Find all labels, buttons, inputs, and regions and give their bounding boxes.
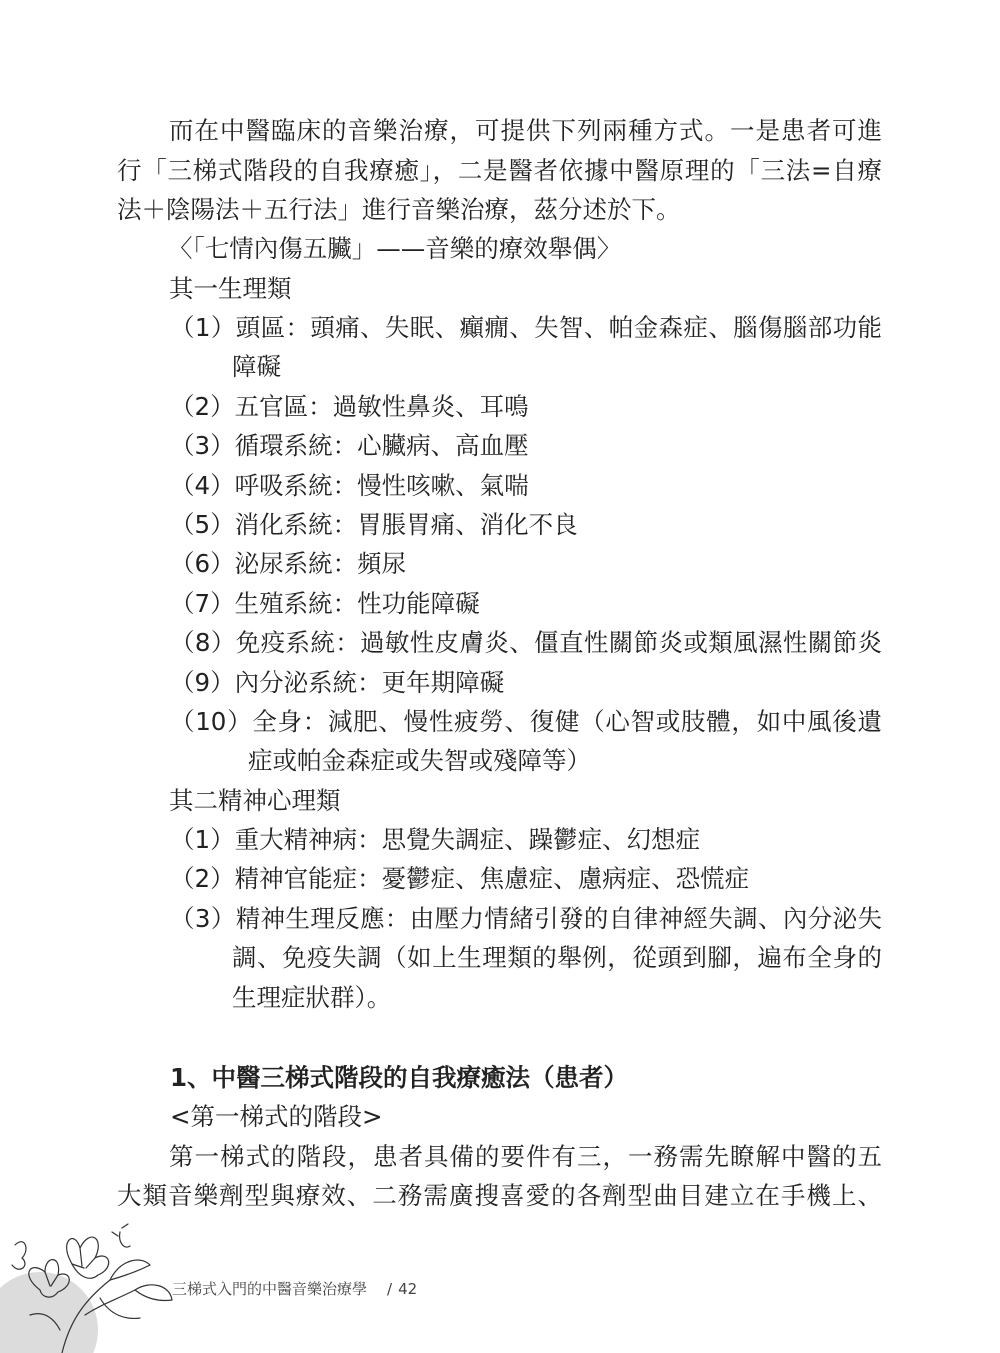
category-1-title: 其一生理類 [169, 274, 292, 303]
paragraph-1-line-2: 行「三梯式階段的自我療癒」，二是醫者依據中醫原理的「三法=自療 [117, 156, 882, 185]
category-1-item: （2）五官區：過敏性鼻炎、耳鳴 [170, 392, 529, 421]
category-2-item: 調、免疫失調（如上生理類的舉例，從頭到腳，遍布全身的 [232, 943, 882, 972]
section-heading: 1、中醫三梯式階段的自我療癒法（患者） [170, 1063, 629, 1092]
paragraph-2-line-1: 第一梯式的階段，患者具備的要件有三，一務需先瞭解中醫的五 [169, 1142, 882, 1171]
flower-sketch-icon [0, 1220, 180, 1353]
category-1-item: （3）循環系統：心臟病、高血壓 [170, 431, 529, 460]
category-2-item: （3）精神生理反應：由壓力情緒引發的自律神經失調、內分泌失 [170, 904, 882, 933]
paragraph-1-line-1: 而在中醫臨床的音樂治療，可提供下列兩種方式。一是患者可進 [169, 116, 882, 145]
category-1-item: （4）呼吸系統：慢性咳嗽、氣喘 [170, 471, 529, 500]
category-2-item: 生理症狀群）。 [232, 983, 392, 1012]
paragraph-1-line-3: 法＋陰陽法＋五行法」進行音樂治療，茲分述於下。 [117, 195, 681, 224]
category-2-item: （1）重大精神病：思覺失調症、躁鬱症、幻想症 [170, 825, 701, 854]
category-1-item: （5）消化系統：胃脹胃痛、消化不良 [170, 510, 578, 539]
category-1-item: （10）全身：減肥、慢性疲勞、復健（心智或肢體，如中風後遺 [170, 707, 882, 736]
category-1-item: （8）免疫系統：過敏性皮膚炎、僵直性關節炎或類風濕性關節炎 [170, 628, 882, 657]
category-1-item: （6）泌尿系統：頻尿 [170, 549, 407, 578]
book-title: 三梯式入門的中醫音樂治療學 [172, 1280, 368, 1298]
step-heading: <第一梯式的階段> [170, 1102, 383, 1131]
category-1-item: 症或帕金森症或失智或殘障等） [248, 746, 591, 775]
footer-separator: / [387, 1280, 393, 1298]
subheading: 〈「七情內傷五臟」——音樂的療效舉偶〉 [168, 234, 622, 263]
category-2-item: （2）精神官能症：憂鬱症、焦慮症、慮病症、恐慌症 [170, 864, 750, 893]
category-1-item: 障礙 [232, 352, 281, 381]
paragraph-2-line-2: 大類音樂劑型與療效、二務需廣搜喜愛的各劑型曲目建立在手機上、 [117, 1181, 882, 1210]
category-2-title: 其二精神心理類 [169, 786, 341, 815]
category-1-item: （7）生殖系統：性功能障礙 [170, 589, 480, 618]
page-number: 42 [398, 1280, 418, 1298]
category-1-item: （1）頭區：頭痛、失眠、癲癇、失智、帕金森症、腦傷腦部功能 [170, 313, 882, 342]
category-1-item: （9）內分泌系統：更年期障礙 [170, 668, 505, 697]
page-footer [172, 1279, 417, 1299]
